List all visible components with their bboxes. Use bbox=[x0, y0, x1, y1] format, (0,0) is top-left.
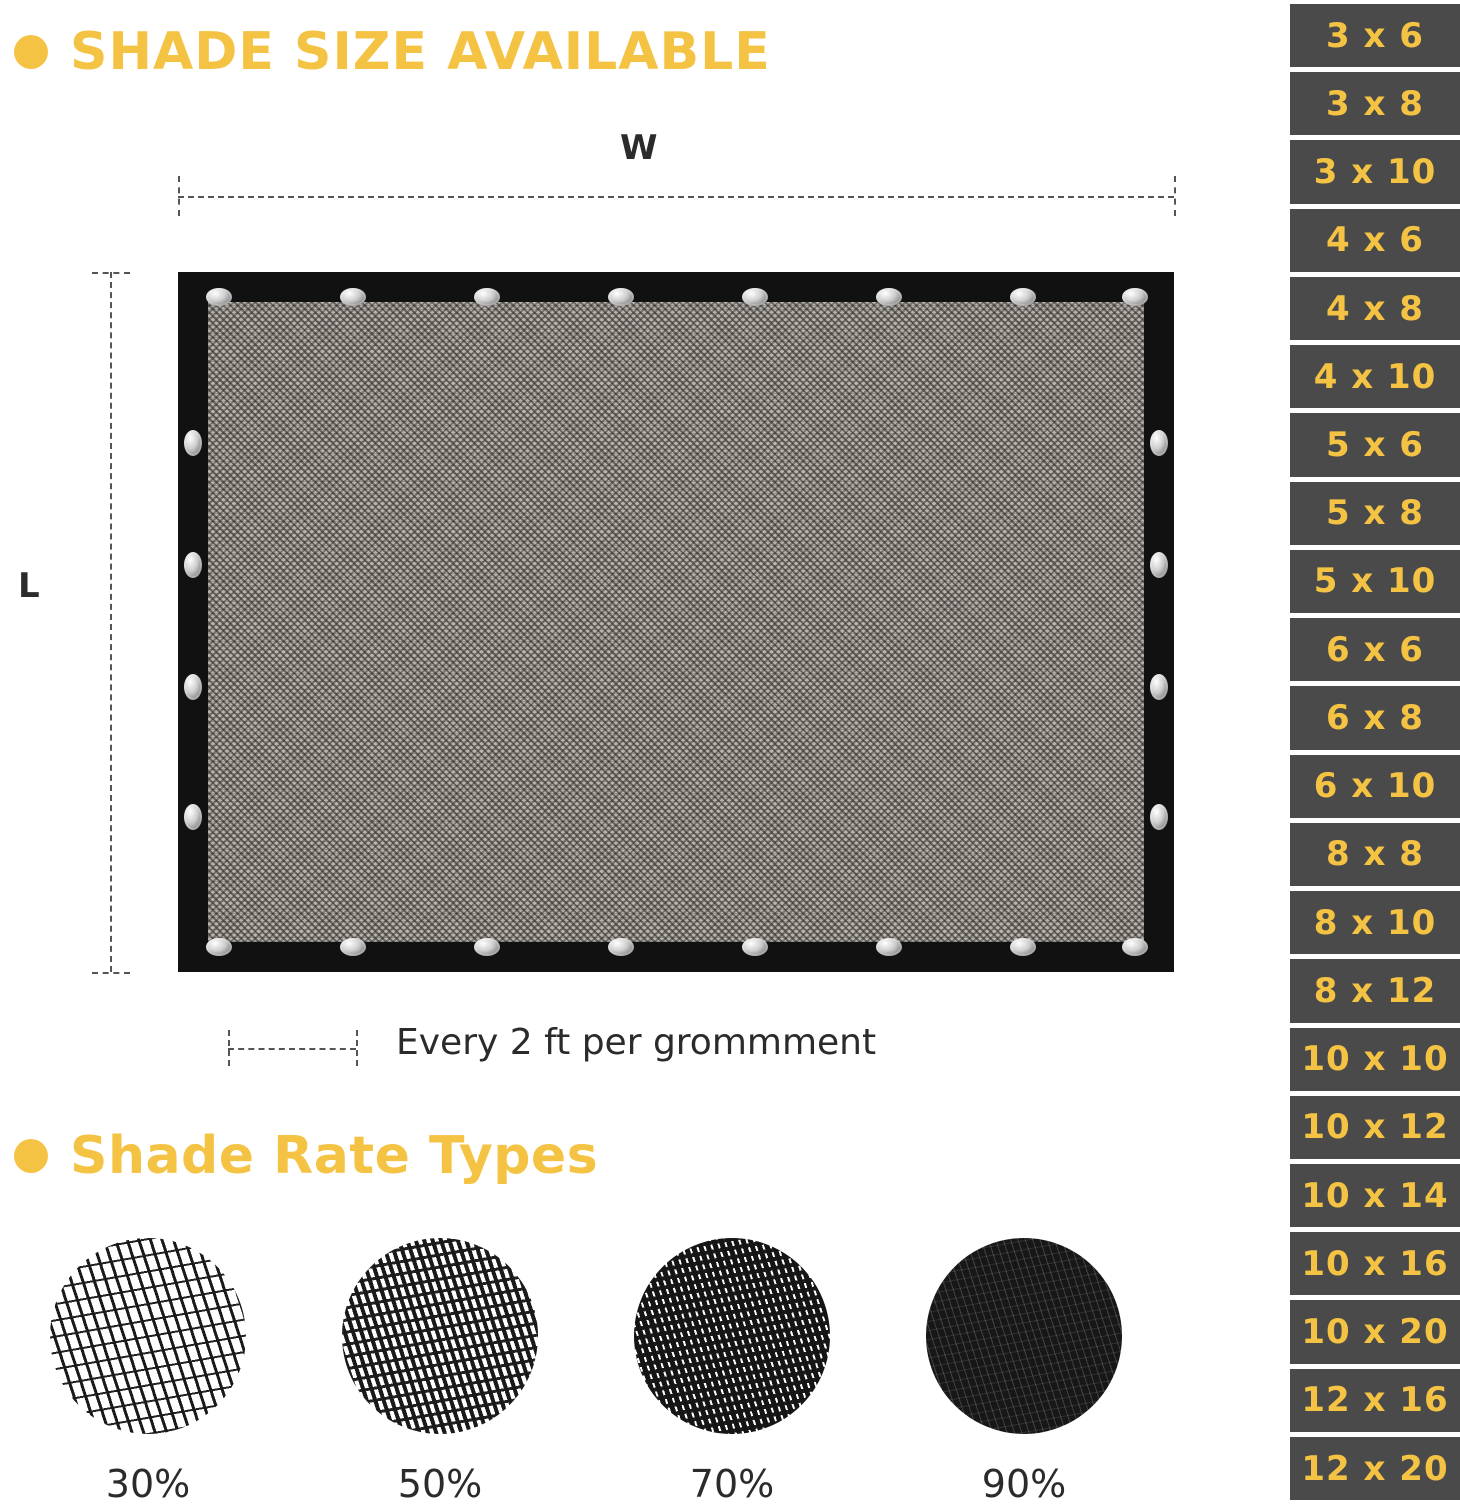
grommet bbox=[1150, 430, 1168, 456]
mesh-swatch-50-icon bbox=[342, 1238, 538, 1434]
size-option-chip[interactable]: 6 x 10 bbox=[1290, 755, 1460, 818]
mesh-swatch-30-icon bbox=[50, 1238, 246, 1434]
mesh-swatch-90-icon bbox=[926, 1238, 1122, 1434]
grommet bbox=[340, 938, 366, 956]
grommet bbox=[184, 430, 202, 456]
shade-rate-item bbox=[926, 1238, 1122, 1506]
width-dimension-cap-left bbox=[178, 176, 180, 216]
shade-size-heading bbox=[14, 22, 771, 82]
grommet bbox=[1010, 938, 1036, 956]
size-option-chip[interactable]: 12 x 20 bbox=[1290, 1437, 1460, 1500]
grommet bbox=[1122, 938, 1148, 956]
shade-mesh-fabric bbox=[208, 302, 1144, 942]
shade-rate-label: 50% bbox=[397, 1462, 483, 1506]
shade-cloth-illustration bbox=[178, 272, 1174, 972]
size-option-chip[interactable]: 10 x 20 bbox=[1290, 1300, 1460, 1363]
size-option-chip[interactable]: 4 x 8 bbox=[1290, 277, 1460, 340]
grommet bbox=[184, 674, 202, 700]
grommet bbox=[1150, 804, 1168, 830]
shade-rate-label: 90% bbox=[981, 1462, 1067, 1506]
size-option-chip[interactable]: 8 x 8 bbox=[1290, 823, 1460, 886]
grommet bbox=[206, 938, 232, 956]
grommet-spacing-line bbox=[228, 1048, 356, 1050]
size-option-chip[interactable]: 6 x 6 bbox=[1290, 618, 1460, 681]
length-dimension-line bbox=[110, 272, 112, 972]
shade-rate-item bbox=[634, 1238, 830, 1506]
width-dimension-line bbox=[178, 196, 1174, 198]
grommet bbox=[608, 288, 634, 306]
size-option-chip[interactable]: 10 x 16 bbox=[1290, 1232, 1460, 1295]
shade-rate-heading bbox=[14, 1126, 598, 1186]
shade-rate-heading-text: Shade Rate Types bbox=[70, 1126, 599, 1186]
grommet bbox=[474, 938, 500, 956]
grommet bbox=[184, 552, 202, 578]
grommet bbox=[1150, 674, 1168, 700]
width-dimension-cap-right bbox=[1174, 176, 1176, 216]
grommet bbox=[474, 288, 500, 306]
size-option-chip[interactable]: 5 x 6 bbox=[1290, 413, 1460, 476]
size-option-chip[interactable]: 10 x 12 bbox=[1290, 1096, 1460, 1159]
length-dimension-cap-top bbox=[92, 272, 130, 274]
size-option-chip[interactable]: 5 x 8 bbox=[1290, 482, 1460, 545]
shade-rate-item bbox=[50, 1238, 246, 1506]
size-option-chip[interactable]: 5 x 10 bbox=[1290, 550, 1460, 613]
grommet bbox=[206, 288, 232, 306]
size-option-chip[interactable]: 3 x 6 bbox=[1290, 4, 1460, 67]
grommet bbox=[340, 288, 366, 306]
size-option-chip[interactable]: 8 x 12 bbox=[1290, 959, 1460, 1022]
size-option-chip[interactable]: 12 x 16 bbox=[1290, 1369, 1460, 1432]
shade-size-heading-text: SHADE SIZE AVAILABLE bbox=[70, 22, 771, 82]
grommet-spacing-cap-left bbox=[228, 1030, 230, 1066]
grommet bbox=[876, 938, 902, 956]
grommet bbox=[1010, 288, 1036, 306]
grommet bbox=[608, 938, 634, 956]
grommet bbox=[876, 288, 902, 306]
shade-rate-swatch-row bbox=[50, 1238, 1230, 1506]
mesh-swatch-70-icon bbox=[634, 1238, 830, 1434]
shade-rate-item bbox=[342, 1238, 538, 1506]
size-option-list bbox=[1290, 0, 1460, 1500]
bullet-dot-icon bbox=[14, 35, 48, 69]
length-dimension-label: L bbox=[18, 566, 40, 606]
grommet bbox=[1122, 288, 1148, 306]
size-option-chip[interactable]: 10 x 14 bbox=[1290, 1164, 1460, 1227]
width-dimension-label: W bbox=[620, 128, 658, 168]
grommet-spacing-note: Every 2 ft per grommment bbox=[396, 1022, 877, 1063]
length-dimension-cap-bottom bbox=[92, 972, 130, 974]
size-option-chip[interactable]: 3 x 8 bbox=[1290, 72, 1460, 135]
grommet bbox=[1150, 552, 1168, 578]
grommet bbox=[184, 804, 202, 830]
grommet bbox=[742, 938, 768, 956]
size-option-chip[interactable]: 10 x 10 bbox=[1290, 1028, 1460, 1091]
size-option-chip[interactable]: 6 x 8 bbox=[1290, 686, 1460, 749]
size-option-chip[interactable]: 8 x 10 bbox=[1290, 891, 1460, 954]
shade-rate-label: 70% bbox=[689, 1462, 775, 1506]
size-option-chip[interactable]: 4 x 10 bbox=[1290, 345, 1460, 408]
shade-rate-label: 30% bbox=[105, 1462, 191, 1506]
size-option-chip[interactable]: 3 x 10 bbox=[1290, 140, 1460, 203]
size-option-chip[interactable]: 4 x 6 bbox=[1290, 209, 1460, 272]
bullet-dot-icon bbox=[14, 1139, 48, 1173]
grommet-spacing-cap-right bbox=[356, 1030, 358, 1066]
grommet bbox=[742, 288, 768, 306]
